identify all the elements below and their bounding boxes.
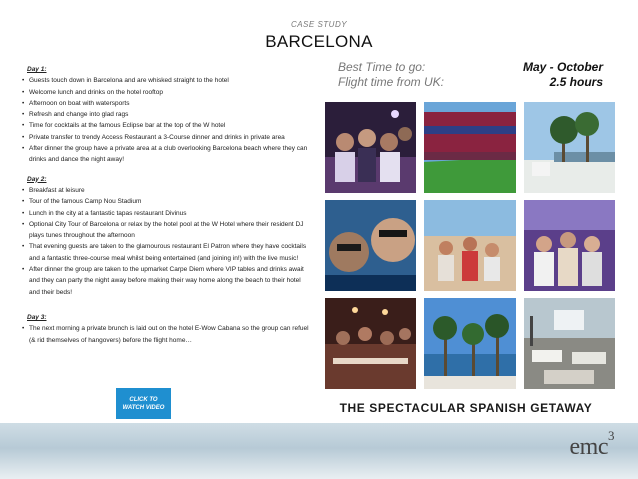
- selfie-photo: [325, 200, 416, 291]
- flight-time-label: Flight time from UK:: [338, 75, 445, 89]
- best-time-label: Best Time to go:: [338, 60, 426, 74]
- palm-terrace-photo: [524, 102, 615, 193]
- day1-list: [22, 75, 312, 165]
- list-item: • Afternoon on boat with watersports: [22, 98, 312, 109]
- watch-video-line2: WATCH VIDEO: [122, 404, 165, 411]
- rooftop-lounge-photo: [524, 298, 615, 389]
- emc3-logo: [570, 428, 614, 461]
- list-item: • Private transfer to trendy Access Restaurant a 3-Course dinner and drinks in private area: [22, 132, 312, 143]
- case-study-label: CASE STUDY: [290, 20, 348, 29]
- flight-time-value: 2.5 hours: [549, 75, 603, 89]
- stadium-photo: [424, 102, 516, 193]
- day3-heading: Day 3:: [27, 313, 47, 321]
- list-item: • Lunch in the city at a fantastic tapas restaurant Divinus: [22, 208, 312, 219]
- day2-heading: Day 2:: [27, 175, 47, 183]
- itinerary: [22, 64, 312, 346]
- harbour-palms-photo: [424, 298, 516, 389]
- tagline: THE SPECTACULAR SPANISH GETAWAY: [339, 401, 593, 415]
- day2-list: [22, 185, 312, 298]
- page-title: BARCELONA: [265, 32, 373, 51]
- list-item: • Optional City Tour of Barcelona or relax by the hotel pool at the W Hotel where their resident DJ plays tunes throughout the afternoon: [22, 219, 312, 242]
- watch-video-button[interactable]: [116, 388, 171, 419]
- list-item: • Time for cocktails at the famous Eclipse bar at the top of the W hotel: [22, 120, 312, 131]
- day1-heading: Day 1:: [27, 66, 47, 73]
- footer-band: [0, 423, 638, 479]
- list-item: • Welcome lunch and drinks on the hotel rooftop: [22, 87, 312, 98]
- day3-list: [22, 323, 312, 346]
- list-item: • After dinner the group have a private area at a club overlooking Barcelona beach where they can drinks and dance the night away!: [22, 143, 312, 166]
- group-bar-photo: [325, 102, 416, 193]
- list-item: • After dinner the group are taken to the upmarket Carpe Diem where VIP tables and drinks await and they can party the night away before making their way home along the beach to their hotel and their beds!: [22, 264, 312, 298]
- list-item: • Guests touch down in Barcelona and are whisked straight to the hotel: [22, 75, 312, 86]
- party-group-photo: [524, 200, 615, 291]
- restaurant-photo: [325, 298, 416, 389]
- watch-video-line1: CLICK TO: [129, 396, 158, 403]
- logo-superscript: 3: [608, 428, 614, 443]
- list-item: • The next morning a private brunch is laid out on the hotel E-Wow Cabana so the group can refuel (& rid themselves of hangovers) before the flight home…: [22, 323, 312, 346]
- list-item: • Refresh and change into glad rags: [22, 109, 312, 120]
- beach-group-photo: [424, 200, 516, 291]
- logo-text: emc: [569, 434, 608, 460]
- list-item: • Breakfast at leisure: [22, 185, 312, 196]
- list-item: • That evening guests are taken to the glamourous restaurant El Patron where they have cocktails and a fantastic three-course meal whilst being entertained (and joining in!) with the live music!: [22, 241, 312, 264]
- list-item: • Tour of the famous Camp Nou Stadium: [22, 196, 312, 207]
- best-time-value: May - October: [522, 60, 603, 74]
